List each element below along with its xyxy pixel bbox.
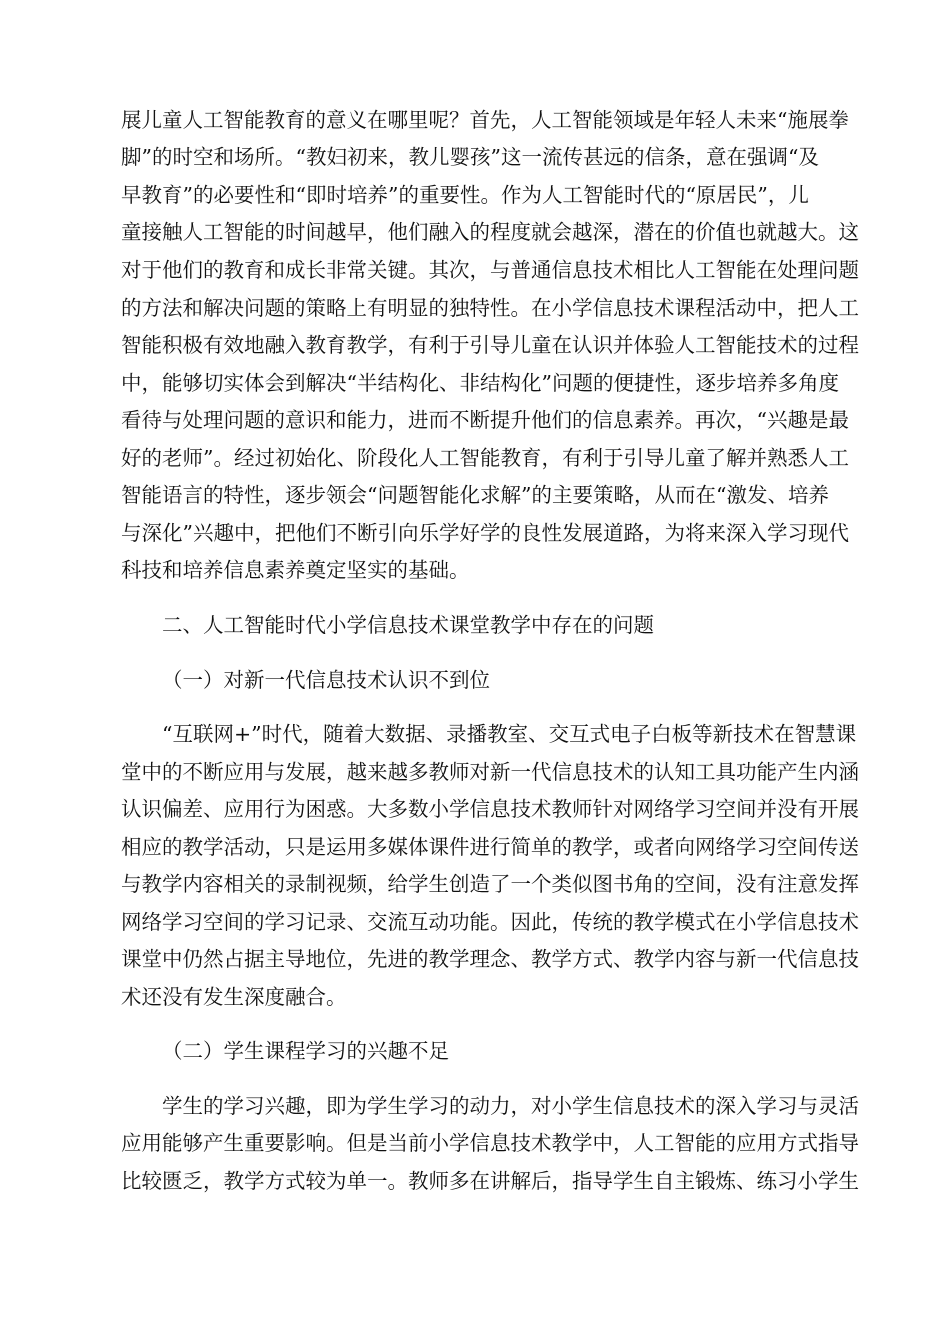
text-line: 与教学内容相关的录制视频，给学生创造了一个类似图书角的空间，没有注意发挥 [121,872,859,896]
text-line: 智能积极有效地融入教育教学，有利于引导儿童在认识并体验人工智能技术的过程 [121,333,859,357]
text-line: 好的老师”。经过初始化、阶段化人工智能教育，有利于引导儿童了解并熟悉人工 [121,446,849,470]
text-line: 中，能够切实体会到解决“半结构化、非结构化”问题的便捷性，逐步培养多角度 [121,371,839,395]
section-heading: 二、人工智能时代小学信息技术课堂教学中存在的问题 [162,613,654,637]
subsection-heading: （二）学生课程学习的兴趣不足 [162,1039,449,1063]
text-line: 对于他们的教育和成长非常关键。其次，与普通信息技术相比人工智能在处理问题 [121,258,859,282]
text-line: 相应的教学活动，只是运用多媒体课件进行简单的教学，或者向网络学习空间传送 [121,835,859,859]
subsection-heading: （一）对新一代信息技术认识不到位 [162,668,490,692]
text-line: 与深化”兴趣中，把他们不断引向乐学好学的良性发展道路，为将来深入学习现代 [121,521,849,545]
text-line: 智能语言的特性，逐步领会“问题智能化求解”的主要策略，从而在“激发、培养 [121,483,829,507]
text-line: 认识偏差、应用行为困惑。大多数小学信息技术教师针对网络学习空间并没有开展 [121,797,859,821]
text-line: 看待与处理问题的意识和能力，进而不断提升他们的信息素养。再次，“兴趣是最 [121,408,849,432]
text-line: 比较匮乏，教学方式较为单一。教师多在讲解后，指导学生自主锻炼、练习小学生 [121,1169,859,1193]
text-line: “互联网+”时代，随着大数据、录播教室、交互式电子白板等新技术在智慧课 [162,722,857,746]
text-line: 术还没有发生深度融合。 [121,985,347,1009]
text-line: 学生的学习兴趣，即为学生学习的动力，对小学生信息技术的深入学习与灵活 [162,1094,859,1118]
text-line: 的方法和解决问题的策略上有明显的独特性。在小学信息技术课程活动中，把人工 [121,296,859,320]
text-line: 堂中的不断应用与发展，越来越多教师对新一代信息技术的认知工具功能产生内涵 [121,760,859,784]
text-line: 童接触人工智能的时间越早，他们融入的程度就会越深，潜在的价值也就越大。这 [121,220,859,244]
text-line: 应用能够产生重要影响。但是当前小学信息技术教学中，人工智能的应用方式指导 [121,1131,859,1155]
text-line: 科技和培养信息素养奠定坚实的基础。 [121,558,470,582]
text-line: 脚”的时空和场所。“教妇初来，教儿婴孩”这一流传甚远的信条，意在强调“及 [121,145,819,169]
text-line: 展儿童人工智能教育的意义在哪里呢？首先，人工智能领域是年轻人未来“施展拳 [121,108,849,132]
text-line: 课堂中仍然占据主导地位，先进的教学理念、教学方式、教学内容与新一代信息技 [121,947,859,971]
text-line: 早教育”的必要性和“即时培养”的重要性。作为人工智能时代的“原居民”，儿 [121,183,809,207]
text-line: 网络学习空间的学习记录、交流互动功能。因此，传统的教学模式在小学信息技术 [121,910,859,934]
